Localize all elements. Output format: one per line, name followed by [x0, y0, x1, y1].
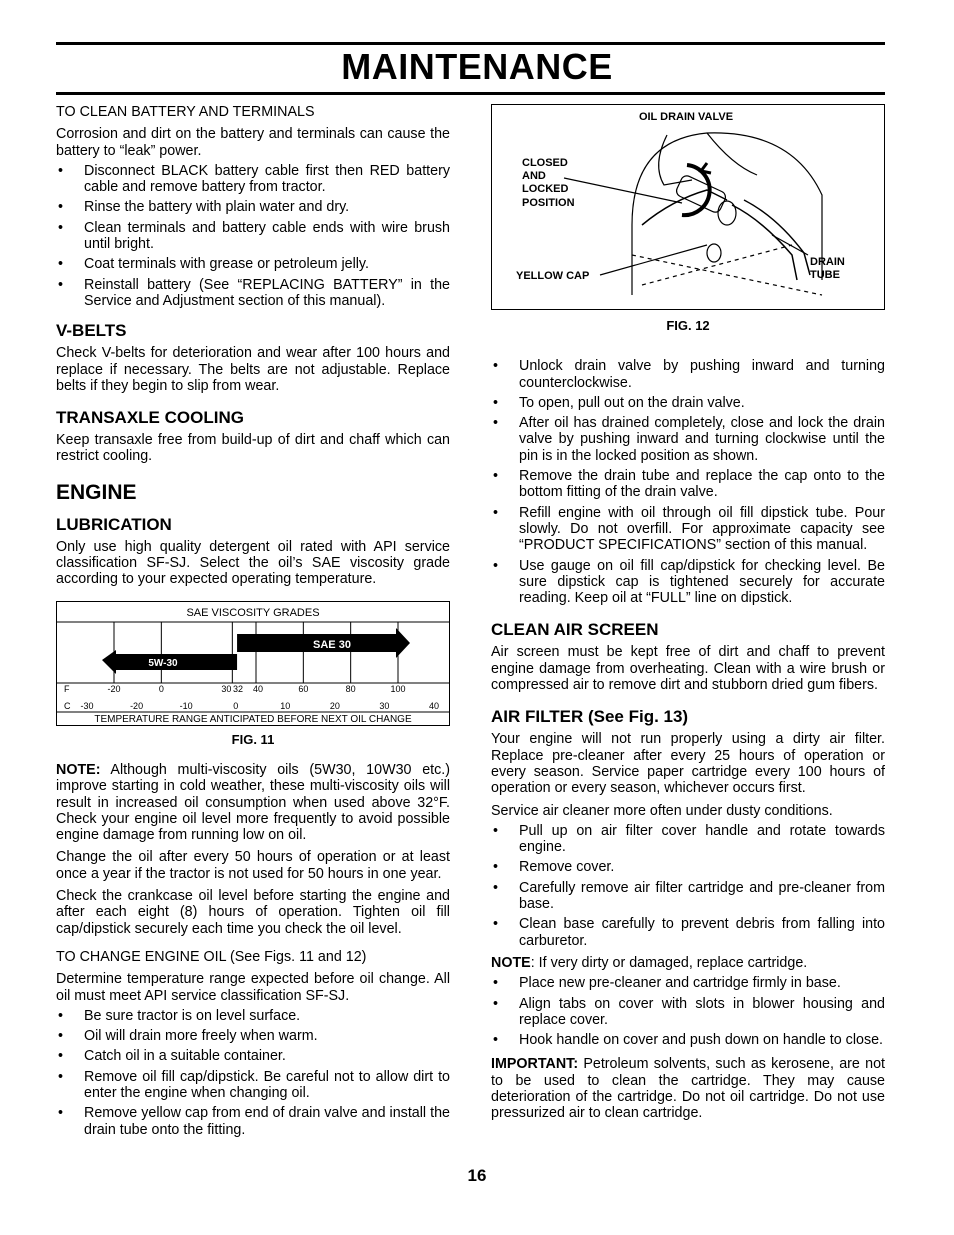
- air-filter-list-2: [491, 975, 885, 1048]
- air-filter-text: Your engine will not run properly using a dirty air filter. Replace pre-cleaner after every 25 hours of operation or every season. Service paper cartridge every 100 hours of operation or every season, whichever occurs first.: [491, 731, 885, 797]
- transaxle-heading: TRANSAXLE COOLING: [56, 408, 244, 428]
- c-tick-label: -10: [179, 700, 193, 711]
- important-note: [491, 1056, 885, 1121]
- viscosity-chart: [56, 601, 450, 726]
- lubrication-text: Only use high quality detergent oil rated with API service classification SF-SJ. Select the oil’s SAE viscosity grade according to your expected operating temperature.: [56, 538, 450, 588]
- air-filter-text2: Service air cleaner more often under dusty conditions.: [491, 802, 833, 819]
- c-tick-label: -30: [80, 700, 94, 711]
- left-column: [56, 104, 450, 1144]
- list-item: • Be sure tractor is on level surface.: [56, 1008, 450, 1024]
- c-tick-label: 40: [428, 700, 440, 711]
- bottom-label: TEMPERATURE RANGE ANTICIPATED BEFORE NEXT OIL CHANGE: [94, 713, 412, 725]
- vbelts-text: Check V-belts for deterioration and wear after 100 hours and replace if necessary. The belts are not adjustable. Replace belts if they begin to slip from wear.: [56, 345, 450, 394]
- list-item: • Clean base carefully to prevent debris from falling into carburetor.: [491, 916, 885, 949]
- change-oil-text: Change the oil after every 50 hours of operation or at least once a year if the tractor is not used for 50 hours in one year.: [56, 849, 450, 882]
- f-tick-label: -20: [107, 683, 121, 694]
- note-text: : If very dirty or damaged, replace cartridge.: [530, 954, 808, 971]
- page-title: MAINTENANCE: [341, 46, 613, 87]
- list-item: • Clean terminals and battery cable ends with wire brush until bright.: [56, 220, 450, 253]
- list-item: • Use gauge on oil fill cap/dipstick for checking level. Be sure dipstick cap is tightened securely for accurate reading. Keep oil at “FULL” line on dipstick.: [491, 558, 885, 607]
- f-tick-label: 60: [298, 683, 309, 694]
- list-item: • Unlock drain valve by pushing inward and turning counterclockwise.: [491, 358, 885, 391]
- note-label: NOTE: [491, 954, 531, 971]
- change-engine-oil-heading: TO CHANGE ENGINE OIL (See Figs. 11 and 12): [56, 948, 367, 965]
- list-item: • Refill engine with oil through oil fill dipstick tube. Pour slowly. Do not overfill. For approximate capacity see “PRODUCT SPECIFICATIONS” section of this manual.: [491, 505, 885, 554]
- viscosity-chart-svg: [57, 602, 449, 725]
- air-filter-note: [491, 955, 885, 971]
- important-text: Petroleum solvents, such as kerosene, are not to be used to clean the cartridge. They may cause deterioration of the cartridge. Do not oil cartridge. Do not use pressurized air to clean cartridge.: [491, 1056, 885, 1122]
- c-tick-label: 30: [379, 700, 390, 711]
- crankcase-text: Check the crankcase oil level before starting the engine and after each eight (8) hours of operation. Tighten oil fill cap/dipstick securely each time you check the oil level.: [56, 888, 450, 937]
- air-screen-heading: CLEAN AIR SCREEN: [491, 620, 659, 640]
- battery-intro: Corrosion and dirt on the battery and terminals can cause the battery to “leak” power.: [56, 126, 450, 159]
- f-tick-label: 80: [345, 683, 356, 694]
- f-tick-label: 40: [252, 683, 264, 694]
- lubrication-heading: LUBRICATION: [56, 514, 172, 534]
- list-item: • Place new pre-cleaner and cartridge firmly in base.: [491, 975, 885, 991]
- f-tick-label: 30: [221, 683, 232, 694]
- title-rule: [56, 92, 885, 95]
- vbelts-heading: V-BELTS: [56, 321, 127, 341]
- list-item: • Coat terminals with grease or petroleum jelly.: [56, 256, 450, 272]
- air-filter-heading: AIR FILTER (See Fig. 13): [491, 707, 689, 727]
- c-tick-label: -20: [130, 700, 144, 711]
- change-oil-list: [56, 1008, 450, 1138]
- list-item: • Pull up on air filter cover handle and rotate towards engine.: [491, 823, 885, 856]
- top-rule: [56, 42, 885, 45]
- label-locked: LOCKED: [522, 183, 569, 195]
- drain-list: [491, 358, 885, 606]
- list-item: • Remove cover.: [491, 859, 885, 875]
- label-tube: TUBE: [810, 269, 840, 281]
- transaxle-text: Keep transaxle free from build-up of dirt and chaff which can restrict cooling.: [56, 432, 450, 465]
- important-label: IMPORTANT:: [491, 1056, 579, 1073]
- label-sae30: SAE 30: [313, 638, 351, 651]
- list-item: • Catch oil in a suitable container.: [56, 1048, 450, 1064]
- c-tick-label: 0: [233, 700, 239, 711]
- list-item: • Remove oil fill cap/dipstick. Be careful not to allow dirt to enter the engine when changing oil.: [56, 1069, 450, 1102]
- c-tick-label: 10: [280, 700, 291, 711]
- label-closed: CLOSED: [522, 157, 568, 169]
- change-engine-oil-intro: Determine temperature range expected before oil change. All oil must meet API service classification SF-SJ.: [56, 971, 450, 1004]
- list-item: • After oil has drained completely, close and lock the drain valve by pushing inward and turning clockwise until the pin is in the locked position as shown.: [491, 415, 885, 464]
- drain-valve-figure: [491, 104, 885, 310]
- f-tick-label: 100: [390, 683, 406, 694]
- c-tick-label: 20: [329, 700, 340, 711]
- drain-valve-illustration: [492, 105, 884, 309]
- list-item: • Hook handle on cover and push down on handle to close.: [491, 1032, 885, 1048]
- list-item: • Reinstall battery (See “REPLACING BATTERY” in the Service and Adjustment section of this manual).: [56, 277, 450, 310]
- label-drain: DRAIN: [810, 256, 845, 268]
- label-5w30: 5W-30: [148, 657, 178, 669]
- engine-heading: ENGINE: [56, 480, 137, 504]
- battery-list: [56, 163, 450, 309]
- note-label: NOTE:: [56, 761, 101, 778]
- chart-title: SAE VISCOSITY GRADES: [186, 606, 320, 619]
- f-tick-label: 0: [158, 683, 164, 694]
- list-item: • Oil will drain more freely when warm.: [56, 1028, 450, 1044]
- label-yellow-cap: YELLOW CAP: [516, 270, 590, 282]
- c-label: C: [64, 700, 71, 711]
- label-oil-drain-valve: OIL DRAIN VALVE: [638, 111, 734, 123]
- list-item: • To open, pull out on the drain valve.: [491, 395, 885, 411]
- list-item: • Align tabs on cover with slots in blower housing and replace cover.: [491, 996, 885, 1029]
- f-label: F: [64, 683, 70, 694]
- fig12-caption: FIG. 12: [666, 318, 710, 333]
- air-filter-list: [491, 823, 885, 949]
- page-number: 16: [467, 1166, 487, 1185]
- list-item: • Remove the drain tube and replace the cap onto to the bottom fitting of the drain valve.: [491, 468, 885, 501]
- list-item: • Carefully remove air filter cartridge and pre-cleaner from base.: [491, 880, 885, 913]
- fig11-caption: FIG. 11: [231, 731, 275, 747]
- list-item: • Rinse the battery with plain water and dry.: [56, 199, 450, 215]
- list-item: • Disconnect BLACK battery cable first then RED battery cable and remove battery from tractor.: [56, 163, 450, 196]
- label-position: POSITION: [522, 197, 575, 209]
- note-oils: [56, 762, 450, 843]
- label-and: AND: [522, 170, 546, 182]
- note-text: Although multi-viscosity oils (5W30, 10W30 etc.) improve starting in cold weather, these multi-viscosity oils will result in increased oil consumption when used above 32°F. Check your engine oil level more frequently to avoid possible engine damage from running low on oil.: [56, 761, 450, 844]
- list-item: • Remove yellow cap from end of drain valve and install the drain tube onto the fitting.: [56, 1105, 450, 1138]
- battery-heading: TO CLEAN BATTERY AND TERMINALS: [56, 104, 315, 120]
- f-tick-label: 32: [233, 683, 244, 694]
- right-column: [491, 104, 885, 1128]
- air-screen-text: Air screen must be kept free of dirt and chaff to prevent engine damage from overheating. Clean with a wire brush or compressed air to remove dirt and stubborn dried gum fibers.: [491, 644, 885, 694]
